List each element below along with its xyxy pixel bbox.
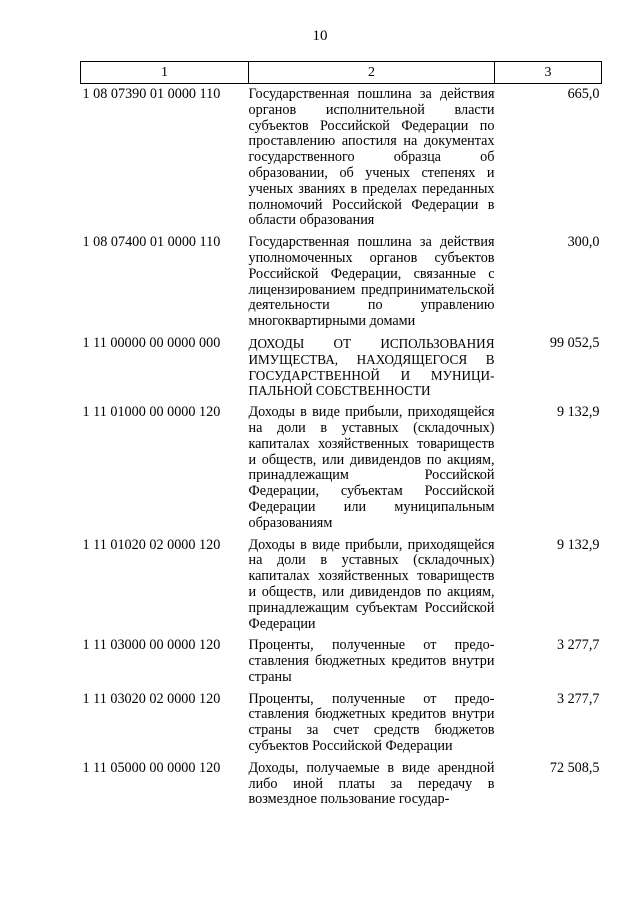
table-row (81, 761, 602, 814)
revenue-code: 1 11 03020 02 0000 120 (82, 690, 221, 707)
revenue-name: Проценты, полученные от предоставления бюджетных кредитов внутри страны (248, 637, 495, 685)
revenue-amount: 9 132,9 (556, 404, 600, 421)
page-number: 10 (312, 28, 328, 44)
table-row (81, 84, 602, 236)
column-header-code: 1 (81, 62, 249, 84)
revenue-code: 1 08 07400 01 0000 110 (82, 234, 221, 251)
revenue-amount: 9 132,9 (556, 536, 600, 553)
table-row (81, 405, 602, 537)
revenue-code: 1 11 00000 00 0000 000 (82, 334, 221, 351)
table-header-row (81, 62, 602, 84)
table-row (81, 638, 602, 691)
revenue-name: Доходы, получаемые в виде арендной либо иной платы за передачу в возмездное пользование государ- (248, 759, 495, 808)
revenue-name: Доходы в виде прибыли, приходящейся на доли в уставных (складочных) капиталах хозяйственных товариществ и обществ, или дивидендов по акциям, принадлежащим субъектам Российской Федерации (248, 536, 495, 632)
revenue-code: 1 08 07390 01 0000 110 (82, 86, 221, 102)
revenue-amount: 300,0 (567, 234, 600, 251)
revenue-amount: 3 277,7 (556, 690, 600, 707)
revenue-name: Государственная пошлина за действия уполномоченных органов субъектов Российской Федерации, связанные с лицензированием предпринимательской деятельности по управлению многоквартирными домами (248, 234, 495, 330)
revenue-name: ДОХОДЫ ОТ ИСПОЛЬЗОВАНИЯ ИМУЩЕСТВА, НАХОДЯЩЕГОСЯ В ГОСУДАРСТВЕННОЙ И МУНИЦИПАЛЬНОЙ СОБСТВЕННОСТИ (248, 335, 495, 399)
revenue-amount: 665,0 (567, 86, 600, 102)
revenue-amount: 99 052,5 (549, 334, 600, 351)
revenue-name: Государственная пошлина за действия органов исполнительной власти субъектов Российской Федерации по проставлению апостиля на документах государственного образца об образовании, об ученых степенях и ученых званиях в пределах переданных полномочий Российской Федерации в области образования (248, 86, 495, 229)
revenue-code: 1 11 03000 00 0000 120 (82, 637, 221, 654)
revenue-amount: 72 508,5 (549, 759, 600, 776)
revenue-code: 1 11 05000 00 0000 120 (82, 759, 221, 776)
budget-revenue-table (80, 61, 602, 814)
revenue-amount: 3 277,7 (556, 637, 600, 654)
column-header-name: 2 (249, 62, 495, 84)
revenue-code: 1 11 01020 02 0000 120 (82, 536, 221, 553)
revenue-name: Доходы в виде прибыли, приходящейся на доли в уставных (складочных) капиталах хозяйственных товариществ и обществ, или дивидендов по акциям, принадлежащим Российской Федерации, субъектам Российской Федерации или муниципальным образованиям (248, 404, 495, 531)
table-row (81, 336, 602, 405)
table-row (81, 692, 602, 761)
revenue-code: 1 11 01000 00 0000 120 (82, 404, 221, 421)
revenue-name: Проценты, полученные от предоставления бюджетных кредитов внутри страны за счет средств бюджетов субъектов Российской Федерации (248, 690, 495, 755)
column-header-value: 3 (495, 62, 602, 84)
table-row (81, 538, 602, 639)
table-row (81, 235, 602, 336)
